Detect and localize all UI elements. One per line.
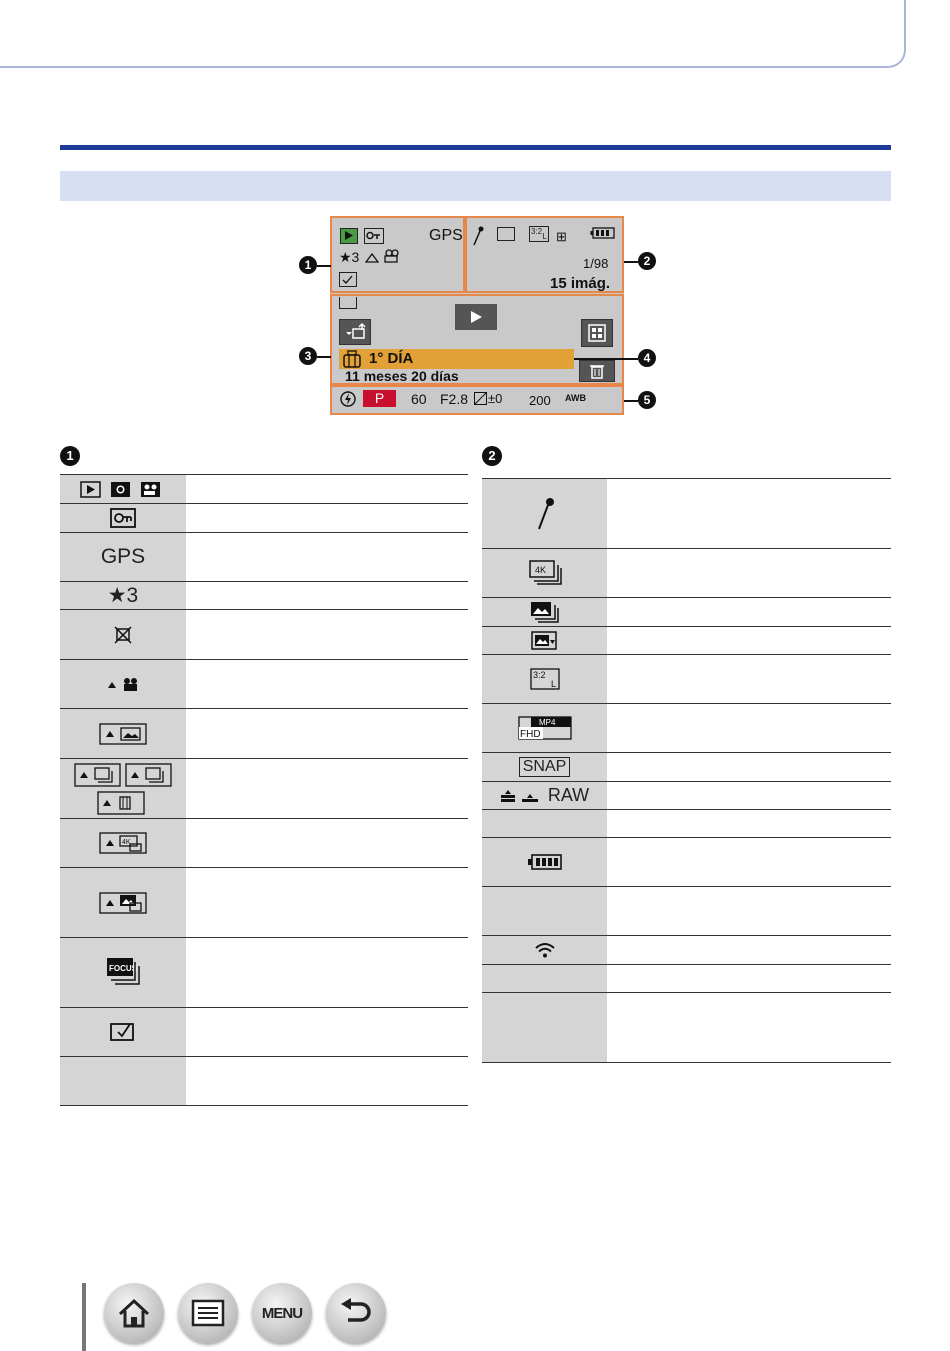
svg-text:3:2: 3:2 <box>532 670 546 680</box>
rating-indicator: ★3 <box>339 249 360 265</box>
table-left-header <box>60 446 80 466</box>
back-icon <box>339 1298 373 1328</box>
delete-button[interactable] <box>579 360 615 382</box>
row-label <box>60 610 186 659</box>
callout-2-line <box>624 261 638 263</box>
post-focus-icon <box>529 600 561 624</box>
protect-icon <box>108 507 138 529</box>
menu-button[interactable] <box>252 1283 312 1343</box>
row-label <box>482 965 607 992</box>
table-row <box>482 782 891 810</box>
gps-label: GPS <box>100 545 146 568</box>
row-label <box>60 819 186 867</box>
callout-3: 3 <box>299 347 317 365</box>
burst-group-icons <box>73 762 173 816</box>
table-row <box>60 533 468 582</box>
location-pin-icon <box>535 497 555 531</box>
table-row <box>60 610 468 660</box>
table-row <box>482 965 891 993</box>
row-label <box>482 838 607 886</box>
table-row <box>60 475 468 504</box>
wifi-icon <box>534 941 556 959</box>
edit-check-icon <box>108 1020 138 1044</box>
nav-divider <box>82 1283 86 1351</box>
table-row <box>482 936 891 965</box>
callout-5-line <box>624 400 638 402</box>
row-label <box>60 759 186 818</box>
row-label <box>60 504 186 532</box>
callout-4: 4 <box>638 349 656 367</box>
row-label <box>60 582 186 609</box>
back-button[interactable] <box>326 1283 386 1343</box>
row-label <box>482 627 607 654</box>
protect-icon <box>364 228 384 244</box>
battery-icon <box>527 853 563 871</box>
image-count: 15 imág. <box>550 275 611 292</box>
row-label <box>60 709 186 758</box>
row-label <box>60 868 186 937</box>
edit-icon-partial <box>339 297 357 309</box>
page-frame <box>0 0 906 68</box>
callout-4-line <box>574 358 638 360</box>
multi-playback-button[interactable] <box>581 319 613 347</box>
white-balance: AWB <box>565 393 586 403</box>
location-pin-icon <box>472 226 484 246</box>
group-expand-button[interactable] <box>339 319 371 345</box>
list-icon <box>191 1299 225 1327</box>
callout-1: 1 <box>299 256 317 274</box>
exposure-value: ±0 <box>488 391 503 406</box>
elapsed-time: 11 meses 20 días <box>345 368 459 384</box>
gps-indicator: GPS <box>429 227 463 244</box>
svg-text:FHD: FHD <box>519 729 541 740</box>
aspect-size-icon <box>529 667 561 691</box>
svg-text:FOCUS: FOCUS <box>109 963 137 973</box>
table-row <box>60 709 468 759</box>
shutter-value: 60 <box>411 391 427 407</box>
post-focus-group-icon <box>98 891 148 915</box>
table-row <box>482 810 891 838</box>
row-label <box>60 938 186 1007</box>
focus-stack-icon <box>105 956 141 990</box>
movie-group-icon <box>103 674 143 694</box>
mp4-fhd-icon <box>517 715 573 741</box>
callout-5: 5 <box>638 391 656 409</box>
snap-label: SNAP <box>519 757 571 777</box>
contents-button[interactable] <box>178 1283 238 1343</box>
table-row <box>60 938 468 1008</box>
rating-label: ★3 <box>107 584 139 607</box>
svg-text:4K: 4K <box>534 565 546 575</box>
mode-p-badge: P <box>363 390 396 407</box>
row-label <box>60 533 186 581</box>
home-button[interactable] <box>104 1283 164 1343</box>
table-row <box>482 993 891 1063</box>
iso-value: 200 <box>529 393 551 408</box>
callout-3-line <box>317 356 331 358</box>
battery-icon <box>590 227 616 239</box>
4k-group-icon <box>98 831 148 855</box>
row-label <box>60 1057 186 1105</box>
row-label <box>482 479 607 548</box>
row-label <box>482 936 607 964</box>
table-right-header <box>482 446 502 466</box>
title-rule <box>60 145 891 150</box>
svg-text:4K: 4K <box>122 839 131 846</box>
aperture-value: F2.8 <box>440 391 469 407</box>
frame-counter: 1/98 <box>583 256 609 271</box>
no-transfer-icon <box>111 623 135 647</box>
row-label <box>482 704 607 752</box>
table-row <box>60 759 468 819</box>
table-row <box>60 582 468 610</box>
table-row <box>482 887 891 936</box>
focus-select-icon <box>530 630 560 652</box>
row-label <box>482 887 607 935</box>
row-label <box>60 1008 186 1056</box>
row-label <box>482 810 607 837</box>
table-row <box>60 504 468 533</box>
quality-icon: ⊞ <box>556 229 567 244</box>
table-row <box>60 819 468 868</box>
table-left-number: 1 <box>60 446 80 466</box>
table-row <box>482 549 891 598</box>
quality-icons <box>500 788 548 804</box>
menu-label: MENU <box>261 1304 303 1322</box>
callout-2: 2 <box>638 252 656 270</box>
edit-check-icon <box>339 272 357 287</box>
table-row <box>482 598 891 627</box>
row-label <box>60 475 186 503</box>
movie-camera-icon <box>383 248 401 264</box>
aspect-size-icon: 3:2 L <box>531 227 547 241</box>
panorama-group-icon <box>98 722 148 746</box>
row-label <box>482 549 607 597</box>
callout-1-line <box>317 265 331 267</box>
raw-label: RAW <box>547 785 590 805</box>
table-row <box>482 753 891 782</box>
table-row <box>60 1008 468 1057</box>
table-row <box>60 868 468 938</box>
table-right-number: 2 <box>482 446 502 466</box>
table-right <box>482 478 891 1063</box>
suitcase-icon <box>341 350 363 368</box>
table-row <box>60 1057 468 1106</box>
flash-off-icon <box>339 390 357 408</box>
playback-icon <box>340 228 358 244</box>
row-label <box>482 655 607 703</box>
table-row <box>482 627 891 655</box>
table-left <box>60 474 468 1106</box>
svg-text:L: L <box>550 679 556 689</box>
home-icon <box>117 1297 151 1329</box>
burst-group-icon <box>497 227 515 241</box>
exposure-comp-icon <box>474 392 487 405</box>
row-label <box>60 660 186 708</box>
travel-day: 1° DÍA <box>369 350 414 367</box>
table-row <box>482 838 891 887</box>
4k-photo-icon <box>528 559 562 587</box>
table-row <box>482 479 891 549</box>
table-row <box>60 660 468 709</box>
table-row <box>482 704 891 753</box>
tri-up-icon <box>365 253 379 263</box>
row-label <box>482 598 607 626</box>
svg-text:MP4: MP4 <box>538 718 555 727</box>
row-label <box>482 993 607 1062</box>
section-header-bar <box>60 171 891 201</box>
table-row <box>482 655 891 704</box>
row-label <box>482 753 607 781</box>
row-label <box>482 782 607 809</box>
play-button[interactable] <box>455 304 497 330</box>
